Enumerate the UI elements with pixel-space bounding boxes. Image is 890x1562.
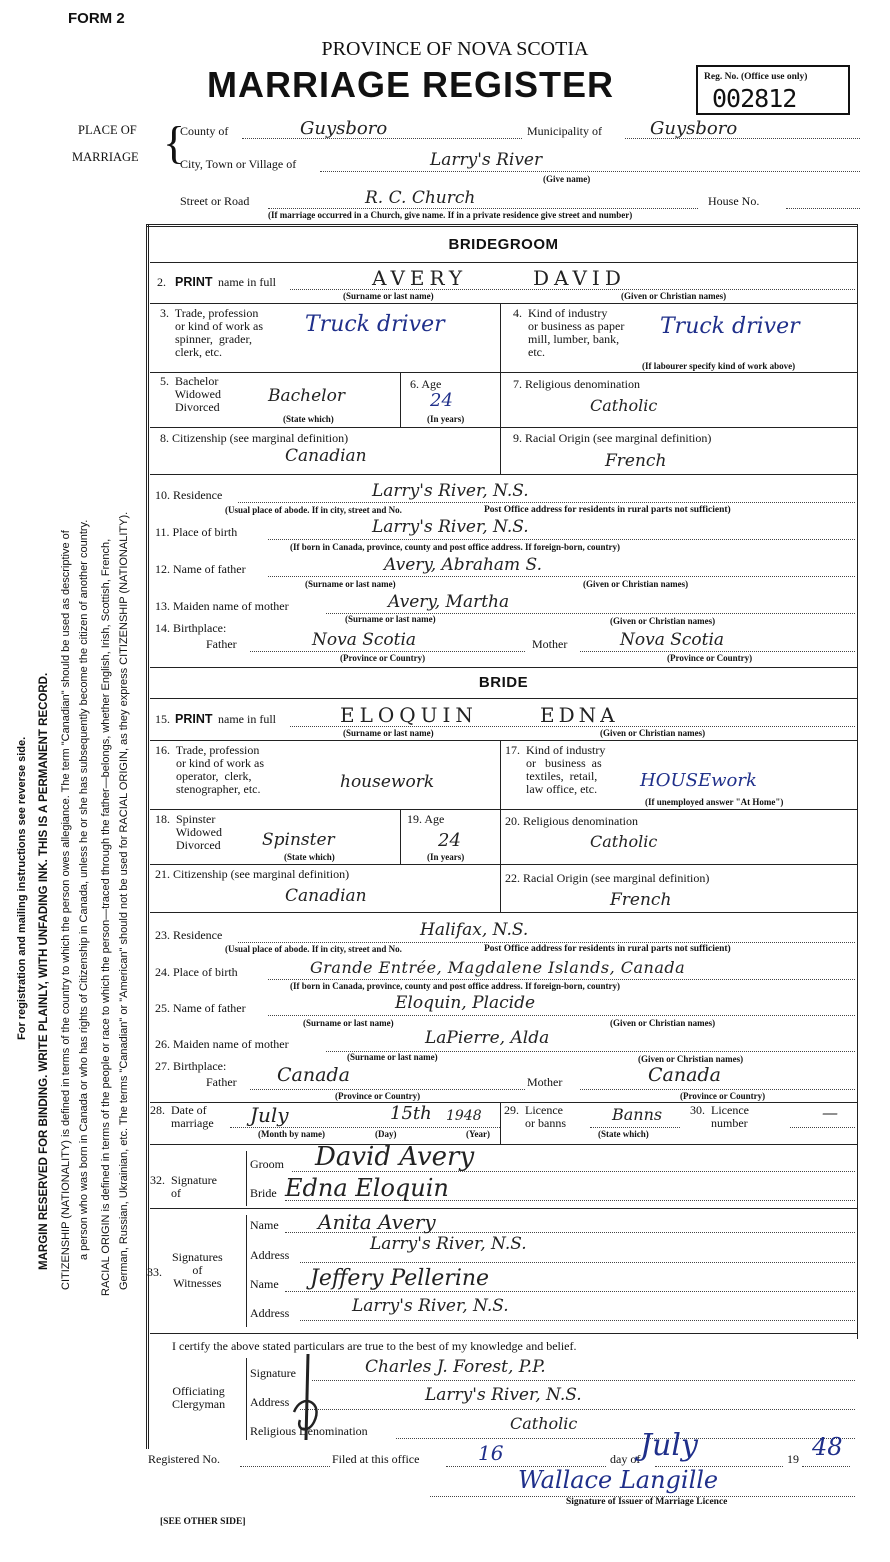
bride-age: 24 [438,830,461,851]
f28-month-note: (Month by name) [258,1129,325,1139]
f12-line [268,576,855,577]
clergy-addr-label: Address [250,1395,290,1409]
f27-mother-line [580,1089,855,1090]
f27-father-line [250,1089,525,1090]
issuer-signature: Wallace Langille [518,1466,719,1494]
bride-father-birthplace: Canada [277,1064,350,1086]
marriage-label: MARRIAGE [72,150,139,164]
groom-given: DAVID [533,266,626,290]
f29-line [590,1127,680,1128]
f11-note: (If born in Canada, province, county and post office address. If foreign-born, country) [290,542,621,552]
groom-father: Avery, Abraham S. [384,555,543,575]
year-prefix: 19 [787,1452,799,1466]
bride-residence: Halifax, N.S. [420,920,529,940]
f24-label: 24. Place of birth [155,965,238,979]
w2-name-line [285,1291,855,1292]
margin-line-3: CITIZENSHIP (NATIONALITY) is defined in terms of the country to which the person owes allegiance. The term "Canadian" should be used as descriptive of [60,530,72,1290]
f10-label: 10. Residence [155,488,223,502]
see-other-side: [SEE OTHER SIDE] [160,1517,246,1527]
rule-474 [150,474,857,475]
f24-note: (If born in Canada, province, county and post office address. If foreign-born, country) [290,981,621,991]
rule-1333 [150,1333,857,1334]
street-value: R. C. Church [365,188,476,208]
clergy-sig-line [312,1380,855,1381]
form-number: FORM 2 [68,10,125,27]
margin-line-6: German, Russian, Ukrainian, etc. The terms "Canadian" or "American" should not be used for RACIAL ORIGIN, as they express CITIZENSHIP (NATIONALITY). [118,511,130,1290]
bride-sig-label: Bride [250,1186,277,1200]
vline-18-19 [400,809,401,864]
groom-heading: BRIDEGROOM [448,236,559,253]
rule-667 [150,667,857,668]
margin-line-1: For registration and mailing instructions see reverse side. [16,736,28,1040]
w1-name-label: Name [250,1218,279,1232]
rule-303 [150,303,857,304]
f19-label: 19. Age [407,812,445,826]
margin-line-2: MARGIN RESERVED FOR BINDING. WRITE PLAINLY, WITH UNFADING INK. THIS IS A PERMANENT RECORD. [38,672,50,1270]
vline-16-17 [500,740,501,809]
certify-text: I certify the above stated particulars are true to the best of my knowledge and belief. [172,1339,577,1353]
f15-print: PRINT [175,712,213,726]
rule-372 [150,372,857,373]
f30-line [790,1127,855,1128]
rule-1144 [150,1144,857,1145]
f14-prov-note-f: (Province or Country) [340,653,426,663]
f20-label: 20. Religious denomination [505,814,638,828]
f4-label: 4. Kind of industry or business as paper mill, lumber, bank, etc. [513,306,625,359]
groom-surname: AVERY [372,266,468,290]
f23-label: 23. Residence [155,928,223,942]
bride-status: Spinster [262,830,335,850]
registered-line [240,1466,330,1467]
f33-num: 33. [147,1265,162,1279]
w1-address: Larry's River, N.S. [370,1234,527,1254]
f25-line [268,1015,855,1016]
street-label: Street or Road [180,194,250,208]
vline-21-22 [500,864,501,912]
f15-label: name in full [218,712,276,726]
f5-label: 5. Bachelor Widowed Divorced [160,374,221,414]
f14-mother-line [580,651,855,652]
w2-address-label: Address [250,1306,290,1320]
groom-heading-rule [150,262,857,263]
house-label: House No. [708,194,760,208]
place-of-label: PLACE OF [78,123,137,137]
vline-3-4 [500,303,501,372]
clergy-signature: Charles J. Forest, P.P. [365,1357,546,1377]
f6-note: (In years) [427,414,465,424]
rule-809 [150,809,857,810]
w2-name: Jeffery Pellerine [310,1266,490,1291]
f23-note-b: Post Office address for residents in rural parts not sufficient) [484,944,731,954]
margin-line-5: RACIAL ORIGIN is defined in terms of the people or race to which the person—traced through the father—belongs, whether English, Irish, Scottish, French, [100,538,112,1296]
f28-day-note: (Day) [375,1129,397,1139]
groom-status: Bachelor [268,386,345,406]
f21-label: 21. Citizenship (see marginal definition) [155,867,350,881]
groom-racial: French [605,451,667,471]
f13-surname-note: (Surname or last name) [345,614,436,624]
marriage-year: 1948 [446,1108,482,1124]
f10-line [238,502,855,503]
city-value: Larry's River [430,150,543,170]
rule-1208 [150,1208,857,1209]
f25-surname-note: (Surname or last name) [303,1018,394,1028]
bride-racial: French [610,890,672,910]
bride-industry: HOUSEwork [640,770,757,791]
f5-note: (State which) [283,414,334,424]
licence-number: — [822,1103,838,1122]
f6-label: 6. Age [410,377,442,391]
vline-28-29 [500,1102,501,1144]
f26-given-note: (Given or Christian names) [638,1054,744,1064]
f12-label: 12. Name of father [155,562,246,576]
rule-427 [150,427,857,428]
vline-8-9 [500,427,501,474]
county-label: County of [180,124,229,138]
registered-label: Registered No. [148,1452,220,1466]
f27-prov-note-f: (Province or Country) [335,1091,421,1101]
f29-note: (State which) [598,1129,649,1139]
groom-religion: Catholic [590,396,658,415]
f14-father-label: Father [206,637,237,651]
f10-note-b: Post Office address for residents in rural parts not sufficient) [484,505,731,515]
vline-5-6 [400,372,401,427]
rule-864 [150,864,857,865]
f2-num: 2. [157,275,166,289]
f28-line [230,1127,500,1128]
f24-line [268,979,855,980]
f12-surname-note: (Surname or last name) [305,579,396,589]
filed-month: July [640,1428,698,1463]
f2-label: name in full [218,275,276,289]
f19-note: (In years) [427,852,465,862]
w2-name-label: Name [250,1277,279,1291]
f2-given-note: (Given or Christian names) [621,291,727,301]
reg-number-label: Reg. No. (Office use only) [704,72,808,82]
f18-label: 18. Spinster Widowed Divorced [155,812,222,852]
groom-mother-birthplace: Nova Scotia [620,630,725,650]
clergy-sig-label: Signature [250,1366,296,1380]
f25-label: 25. Name of father [155,1001,246,1015]
f13-label: 13. Maiden name of mother [155,599,289,613]
groom-sig-label: Groom [250,1157,284,1171]
f29-label: 29. Licence or banns [504,1103,566,1130]
day-of-label: day of [610,1452,641,1466]
clergy-relig-label: Religious Denomination [250,1424,368,1438]
f16-label: 16. Trade, profession or kind of work as operator, clerk, stenographer, etc. [155,743,264,796]
groom-industry: Truck driver [660,314,800,339]
bride-father: Eloquin, Placide [395,993,536,1013]
groom-citizenship: Canadian [285,446,367,466]
vline-6-7 [500,372,501,427]
licence-type: Banns [612,1105,663,1124]
give-name-note: (Give name) [543,174,591,184]
f2-surname-note: (Surname or last name) [343,291,434,301]
city-label: City, Town or Village of [180,157,297,171]
f3-label: 3. Trade, profession or kind of work as spinner, grader, clerk, etc. [160,306,263,359]
rule-912 [150,912,857,913]
vline-19-20 [500,809,501,864]
f17-label: 17. Kind of industry or business as textiles, retail, law office, etc. [505,743,606,796]
f27-prov-note-m: (Province or Country) [680,1091,766,1101]
f25-given-note: (Given or Christian names) [610,1018,716,1028]
groom-father-birthplace: Nova Scotia [312,630,417,650]
sig-bracket [246,1151,247,1206]
clergy-bracket [246,1358,247,1440]
house-line [786,208,860,209]
f26-surname-note: (Surname or last name) [347,1052,438,1062]
clergy-denomination: Catholic [510,1414,578,1433]
form-right-border [857,224,858,1339]
reg-number-box [696,65,850,115]
f14-father-line [250,651,525,652]
f7-label: 7. Religious denomination [513,377,640,391]
street-line [268,208,698,209]
place-brace: { [163,117,186,168]
filed-day: 16 [478,1441,504,1465]
f14-label: 14. Birthplace: [155,621,227,635]
clergy-addr-line [300,1409,855,1410]
bride-signature: Edna Eloquin [285,1174,449,1202]
f12-given-note: (Given or Christian names) [583,579,689,589]
f14-mother-label: Mother [532,637,568,651]
f23-note-a: (Usual place of abode. If in city, street and No. [225,944,402,954]
f27-mother-label: Mother [527,1075,563,1089]
f23-line [238,942,855,943]
f9-label: 9. Racial Origin (see marginal definition) [513,431,712,445]
f27-label: 27. Birthplace: [155,1059,227,1073]
page-title: MARRIAGE REGISTER [207,64,615,105]
f4-note: (If labourer specify kind of work above) [642,361,796,371]
f18-note: (State which) [284,852,335,862]
filed-year: 48 [812,1433,843,1461]
municipality-value: Guysboro [650,118,738,139]
f8-label: 8. Citizenship (see marginal definition) [160,431,349,445]
groom-age: 24 [430,390,453,411]
f28-label: 28. Date of marriage [150,1103,214,1130]
county-value: Guysboro [300,118,388,139]
issuer-label: Signature of Issuer of Marriage Licence [566,1497,728,1507]
w1-address-line [300,1262,855,1263]
f15-surname-note: (Surname or last name) [343,728,434,738]
street-note: (If marriage occurred in a Church, give name. If in a private residence give street and number) [268,210,633,220]
bride-trade: housework [340,772,435,792]
bride-citizenship: Canadian [285,886,367,906]
bride-surname: ELOQUIN [340,703,478,727]
groom-heading-wrap [150,236,857,254]
w2-address: Larry's River, N.S. [352,1296,509,1316]
f13-given-note: (Given or Christian names) [610,616,716,626]
f10-note-a: (Usual place of abode. If in city, street and No. [225,505,402,515]
groom-residence: Larry's River, N.S. [372,481,529,501]
f11-line [268,539,855,540]
bride-given: EDNA [540,703,619,727]
bride-mother: LaPierre, Alda [425,1028,550,1048]
marriage-day: 15th [390,1103,432,1124]
municipality-label: Municipality of [527,124,602,138]
groom-mother: Avery, Martha [388,592,510,612]
bride-birthplace: Grande Entrée, Magdalene Islands, Canada [310,958,686,977]
f2-print: PRINT [175,275,213,289]
f32-label: 32. Signature of [150,1173,217,1200]
year-line [802,1466,850,1467]
marriage-month: July [250,1103,289,1127]
f30-label: 30. Licence number [690,1103,749,1130]
form-top-border [146,224,858,227]
officiating-label: Officiating Clergyman [172,1384,226,1411]
f14-prov-note-m: (Province or Country) [667,653,753,663]
reg-number: 002812 [712,84,797,113]
bride-heading-rule [150,698,857,699]
clergy-relig-line [396,1438,855,1439]
filed-label: Filed at this office [332,1452,420,1466]
groom-trade: Truck driver [305,312,445,337]
bride-heading: BRIDE [478,674,529,691]
groom-signature: David Avery [315,1142,475,1172]
clergy-cross-mark [290,1352,330,1442]
f17-note: (If unemployed answer "At Home") [645,797,784,807]
f22-label: 22. Racial Origin (see marginal definition) [505,871,710,885]
f11-label: 11. Place of birth [155,525,238,539]
clergy-address: Larry's River, N.S. [425,1385,582,1405]
city-line [320,171,860,172]
f15-given-note: (Given or Christian names) [600,728,706,738]
w1-address-label: Address [250,1248,290,1262]
f28-year-note: (Year) [466,1129,490,1139]
witness-bracket [246,1215,247,1327]
f15-num: 15. [155,712,170,726]
bride-mother-birthplace: Canada [648,1064,721,1086]
bride-religion: Catholic [590,832,658,851]
w1-name: Anita Avery [318,1210,436,1234]
bride-heading-wrap [150,674,857,692]
groom-birthplace: Larry's River, N.S. [372,517,529,537]
w2-address-line [300,1320,855,1321]
province-heading: PROVINCE OF NOVA SCOTIA [321,38,589,60]
witness-label: Signatures of Witnesses [172,1250,223,1290]
margin-line-4: a person who was born in Canada or who has rights of Citizenship in Canada, unless he or she has subsequently become the citizen of another country. [78,519,90,1260]
rule-740 [150,740,857,741]
f27-father-label: Father [206,1075,237,1089]
f26-label: 26. Maiden name of mother [155,1037,289,1051]
